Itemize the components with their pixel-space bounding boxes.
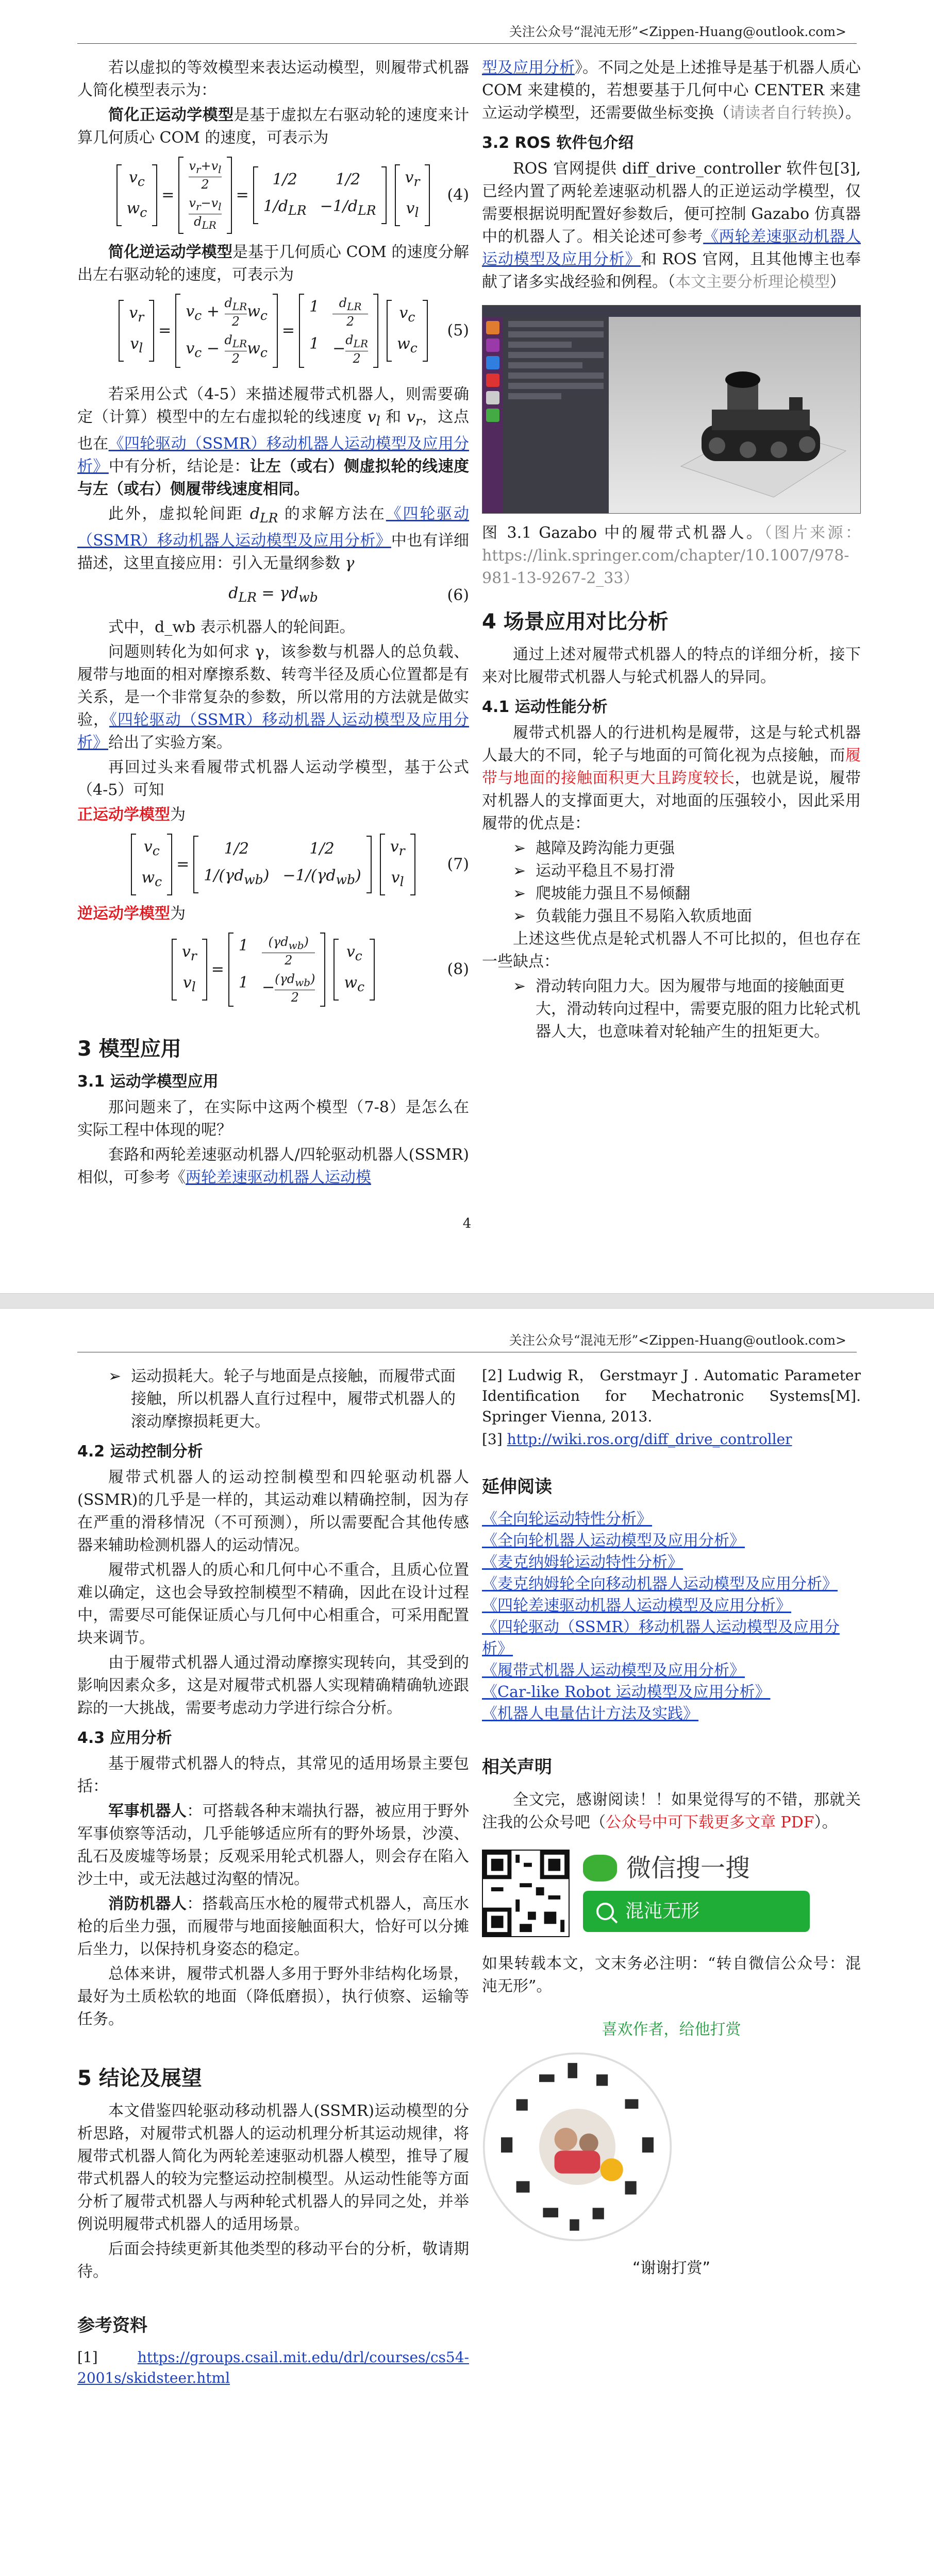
section-4-2-para-2: 履带式机器人的质心和几何中心不重合，且质心位置难以确定，这也会导致控制模型不精确，因此在设计过程中，需要尽可能保证质心与几何中心相重合，可采用配置块来调节。 [77, 1561, 469, 1647]
diff-drive-article-link[interactable]: 两轮差速驱动机器人运动模 [186, 1168, 371, 1187]
declaration-heading: 相关声明 [482, 1757, 552, 1777]
ssmr-article-link-2[interactable]: 《四轮驱动（SSMR）移动机器人运动模型及应用分析》 [77, 504, 469, 550]
conclusion-para-2: 后面会持续更新其他类型的移动平台的分析，敬请期待。 [77, 2240, 469, 2281]
reference-1: [1] https://groups.csail.mit.edu/drl/courses/cs54-2001s/skidsteer.html [77, 2349, 469, 2386]
list-item: ➢ 负载能力强且不易陷入软质地面 [513, 905, 861, 928]
intro-paragraph: 若以虚拟的等效模型来表达运动模型，则履带式机器人简化模型表示为： [77, 59, 469, 99]
conclusion-para-1: 本文借鉴四轮驱动移动机器人(SSMR)运动模型的分析思路，对履带式机器人的运动机理分析其运动规律，将履带式机器人简化为两轮差速驱动机器人模型，推导了履带式机器人的较为完整运动控制模型。从运动性能等方面分析了履带式机器人与两种轮式机器人的异同之处，并举例说明履带式机器人的适用场景。 [77, 2102, 469, 2233]
section-4-heading: 4 场景应用对比分析 [482, 610, 669, 634]
wechat-logo-icon [583, 1855, 617, 1882]
header-rule [77, 43, 857, 44]
repost-notice: 如果转载本文，文末务必注明：“转自微信公众号：混沌无形”。 [482, 1955, 861, 1995]
disadvantages-list-cont [108, 1365, 469, 1433]
section-5-heading: 5 结论及展望 [77, 2066, 202, 2090]
equation-8: $v_r$ $v_l$ = 1 $\frac{(\gamma d_{wb})}{2}$ 1 − $\frac{(\gamma d_{wb})}{2}$ $v_c$ $w_c$ (8) [77, 933, 469, 1007]
extended-reading-link[interactable]: 《全向轮运动特性分析》 [482, 1510, 652, 1528]
search-icon [596, 1903, 614, 1920]
section-4-2-heading: 4.2 运动控制分析 [77, 1443, 203, 1461]
virtual-wheel-paragraph: 若采用公式（4-5）来描述履带式机器人，则需要确定（计算）模型中的左右虚拟轮的线速度 $v_l$ 和 $v_r$，这点也在《四轮驱动（SSMR）移动机器人运动模型及应用分析》中有分析，结论是：让左（或右）侧虚拟轮的线速度与左（或右）侧履带线速度相同。 [77, 385, 470, 498]
section-3-2-heading: 3.2 ROS 软件包介绍 [482, 134, 634, 152]
reference-3-link[interactable]: http://wiki.ros.org/diff_drive_controller [507, 1431, 792, 1448]
tip-prompt: 喜欢作者，给他打赏 [602, 2021, 741, 2039]
extended-reading-link[interactable]: 《全向轮机器人运动模型及应用分析》 [482, 1532, 745, 1550]
section-4-2-para-3: 由于履带式机器人通过滑动摩擦实现转向，其受到的影响因素众多，这是对履带式机器人实现精确精确轨迹跟踪的一大挑战，需要考虑动力学进行综合分析。 [77, 1654, 469, 1717]
page-number: 4 [462, 1216, 472, 1231]
section-3-1-paragraph: 套路和两轮差速驱动机器人/四轮驱动机器人(SSMR)相似，可参考《两轮差速驱动机器人运动模 [77, 1145, 469, 1187]
section-3-1-heading: 3.1 运动学模型应用 [77, 1072, 219, 1091]
forward-model-label: 正运动学模型为 [77, 805, 186, 824]
reference-3: [3] http://wiki.ros.org/diff_drive_controller [482, 1431, 792, 1448]
list-item: ➢ 运动平稳且不易打滑 [513, 860, 861, 883]
section-4-3-heading: 4.3 应用分析 [77, 1729, 172, 1747]
revisit-paragraph: 再回过头来看履带式机器人运动学模型，基于公式（4-5）可知 [77, 758, 469, 799]
gazebo-screenshot [482, 305, 861, 514]
extended-reading-link[interactable]: 《Car-like Robot 运动模型及应用分析》 [482, 1683, 771, 1701]
reference-2: [2] Ludwig R， Gerstmayr J . Automatic Parameter Identification for Mechatronic Systems[M]. Springer Vienna, 2013. [482, 1367, 861, 1425]
wechat-search-button[interactable]: 混沌无形 [583, 1891, 810, 1932]
ssmr-article-link[interactable]: 《四轮驱动（SSMR）移动机器人运动模型及应用分析》 [77, 434, 469, 476]
references-list-cont [482, 1365, 861, 1450]
equation-7: $v_c$ $w_c$ = 1/2 1/2 $1/(\gamma d_{wb})$ $-1/(\gamma d_{wb})$ $v_r$ $v_l$ (7) [77, 834, 469, 895]
wechat-follow-banner [482, 1850, 861, 1937]
references-list [77, 2347, 469, 2388]
section-3-heading: 3 模型应用 [77, 1037, 181, 1061]
page-header: 关注公众号“混沌无形”<Zippen-Huang@outlook.com> [509, 1333, 846, 1348]
page-header: 关注公众号“混沌无形”<Zippen-Huang@outlook.com> [509, 24, 846, 39]
wechat-search-brand: 微信搜一搜 混沌无形 [583, 1855, 810, 1932]
section-4-1-paragraph: 履带式机器人的行进机构是履带，这是与轮式机器人最大的不同，轮子与地面的可简化视为点接触，而履带与地面的接触面积更大且跨度较长，也就是说，履带对机器人的支撑面更大，对地面的压强较小，因此采用履带的优点是： [482, 724, 861, 833]
military-robot-paragraph: 军事机器人：可搭载各种末端执行器，被应用于野外军事侦察等活动，几乎能够适应所有的野外场景，沙漠、乱石及废墟等场景；反观采用轮式机器人，则会存在陷入沙土中，或无法越过沟壑的情况。 [77, 1802, 470, 1888]
section-4-3-intro: 基于履带式机器人的特点，其常见的适用场景主要包括： [77, 1755, 469, 1795]
advantages-list [513, 837, 861, 928]
wheelbase-note: 式中，d_wb 表示机器人的轮间距。 [108, 618, 355, 636]
list-item: ➢ 爬坡能力强且不易倾翻 [513, 883, 861, 905]
extended-reading-link[interactable]: 《麦克纳姆轮运动特性分析》 [482, 1553, 683, 1571]
right-column [482, 57, 861, 1043]
extended-reading-link[interactable]: 《麦克纳姆轮全向移动机器人运动模型及应用分析》 [482, 1575, 838, 1593]
section-4-2-para-1: 履带式机器人的运动控制模型和四轮驱动机器人(SSMR)的几乎是一样的，其运动难以精确控制，因为存在严重的滑移情况（不可预测），所以需要配合其他传感器来辅助检测机器人的运动情况。 [77, 1468, 469, 1554]
tracked-robot-render [671, 348, 856, 502]
gamma-paragraph: 问题则转化为如何求 γ，该参数与机器人的总负载、履带与地面的相对摩擦系数、转弯半径及质心位置都是有关系，是一个非常复杂的参数，所以常用的方法就是做实验，《四轮驱动（SSMR）移动机器人运动模型及应用分析》给出了实验方案。 [77, 642, 469, 752]
list-item: ➢ 越障及跨沟能力更强 [513, 837, 861, 860]
page-separator [0, 1293, 934, 1309]
left-column [77, 57, 469, 1191]
ssmr-article-link-3[interactable]: 《四轮驱动（SSMR）移动机器人运动模型及应用分析》 [77, 710, 469, 752]
equation-6: $d_{LR} = \gamma d_{wb}$ (6) [228, 584, 469, 605]
section-4-1-heading: 4.1 运动性能分析 [482, 698, 608, 716]
diff-drive-article-link-cont[interactable]: 型及应用分析 [482, 59, 575, 77]
figure-3-1-caption: 图 3.1 Gazabo 中的履带式机器人。（图片来源：https://link.springer.com/chapter/10.1007/978-981-13-9267-2_33） [482, 524, 861, 587]
list-item: ➢ 滑动转向阻力大。因为履带与地面的接触面更大，滑动转向过程中，需要克服的阻力比轮式机器人大，也意味着对轮轴产生的扭矩更大。 [513, 975, 861, 1043]
left-column [77, 1365, 469, 2391]
diff-drive-article-link-2[interactable]: 《两轮差速驱动机器人运动模型及应用分析》 [482, 228, 861, 268]
extended-reading-link[interactable]: 《四轮差速驱动机器人运动模型及应用分析》 [482, 1597, 791, 1615]
tip-qr-code-icon[interactable] [482, 2052, 673, 2242]
forward-model-paragraph: 简化正运动学模型是基于虚拟左右驱动轮的速度来计算几何质心 COM 的速度，可表示为 [77, 106, 470, 147]
extended-reading-link[interactable]: 《机器人电量估计方法及实践》 [482, 1705, 698, 1723]
declaration-paragraph: 全文完，感谢阅读！！如果觉得写的不错，那就关注我的公众号吧（公众号中可下载更多文章 PDF）。 [482, 1791, 861, 1832]
equation-5: $v_r$ $v_l$ = $v_c$ + $\frac{d_{LR}}{2}$ $w_c$ $v_c$ − $\frac{d_{LR}}{2}$ $w_c$ = 1 $\frac{d_{LR}}{2}$ 1 − $\frac{d_{LR}}{2}$ $v_c$ $w_c$ (5) [77, 294, 469, 368]
page-5 [0, 1309, 934, 2576]
wheel-spacing-paragraph: 此外，虚拟轮间距 $d_{LR}$ 的求解方法在《四轮驱动（SSMR）移动机器人运动模型及应用分析》中也有详细描述，这里直接应用：引入无量纲参数 γ [77, 504, 470, 572]
extended-reading-list [482, 1509, 861, 1725]
section-4-3-summary: 总体来讲，履带式机器人多用于野外非结构化场景，最好为土质松软的地面（降低磨损），执行侦察、运输等任务。 [77, 1965, 469, 2028]
equation-4: $v_c$ $w_c$ = $\frac{v_r+v_l}{2}$ $\frac{v_r-v_l}{d_{LR}}$ = 1/2 1/2 $1/d_{LR}$ $-1/d_{LR}$ $v_r$ $v_l$ (4) [77, 157, 469, 234]
thanks-caption: “谢谢打赏” [632, 2259, 711, 2277]
section-3-1-continuation: 型及应用分析》。不同之处是上述推导是基于机器人质心 COM 来建模的，若想要基于几何中心 CENTER 来建立运动学模型，还需要做坐标变换（请读者自行转换）。 [482, 59, 861, 122]
disadvantages-list [513, 975, 861, 1043]
disadvantages-intro: 上述这些优点是轮式机器人不可比拟的，但也存在一些缺点： [482, 930, 861, 971]
extended-reading-link[interactable]: 《四轮驱动（SSMR）移动机器人运动模型及应用分析》 [482, 1618, 840, 1658]
inverse-model-paragraph: 简化逆运动学模型是基于几何质心 COM 的速度分解出左右驱动轮的速度，可表示为 [77, 243, 469, 284]
fire-robot-paragraph: 消防机器人：搭载高压水枪的履带式机器人，高压水枪的后坐力强，而履带与地面接触面积大，恰好可以分摊后坐力，以保持机身姿态的稳定。 [77, 1895, 470, 1958]
extended-reading-heading: 延伸阅读 [482, 1477, 552, 1497]
section-3-1-question: 那问题来了，在实际中这两个模型（7-8）是怎么在实际工程中体现的呢？ [77, 1098, 469, 1139]
reference-1-link[interactable]: https://groups.csail.mit.edu/drl/courses/cs54-2001s/skidsteer.html [77, 2349, 469, 2386]
ros-paragraph: ROS 官网提供 diff_drive_controller 软件包[3],已经内置了两轮差速驱动机器人的正逆运动学模型，仅需要根据说明配置好参数后，便可控制 Gazabo 仿真器中的机器人了。相关论述可参考《两轮差速驱动机器人运动模型及应用分析》和 ROS 官网，且其他博主也奉献了诸多实战经验和例程。（本文主要分析理论模型） [482, 160, 861, 291]
references-heading: 参考资料 [77, 2315, 147, 2336]
extended-reading-link[interactable]: 《履带式机器人运动模型及应用分析》 [482, 1662, 745, 1680]
section-4-intro: 通过上述对履带式机器人的特点的详细分析，接下来对比履带式机器人与轮式机器人的异同。 [482, 646, 861, 686]
qr-code-icon[interactable] [482, 1850, 570, 1937]
inverse-model-label: 逆运动学模型为 [77, 904, 186, 923]
right-column [482, 1365, 861, 2280]
list-item: ➢ 运动损耗大。轮子与地面是点接触，而履带式面接触，所以机器人直行过程中，履带式机器人的滚动摩擦损耗更大。 [108, 1365, 469, 1433]
